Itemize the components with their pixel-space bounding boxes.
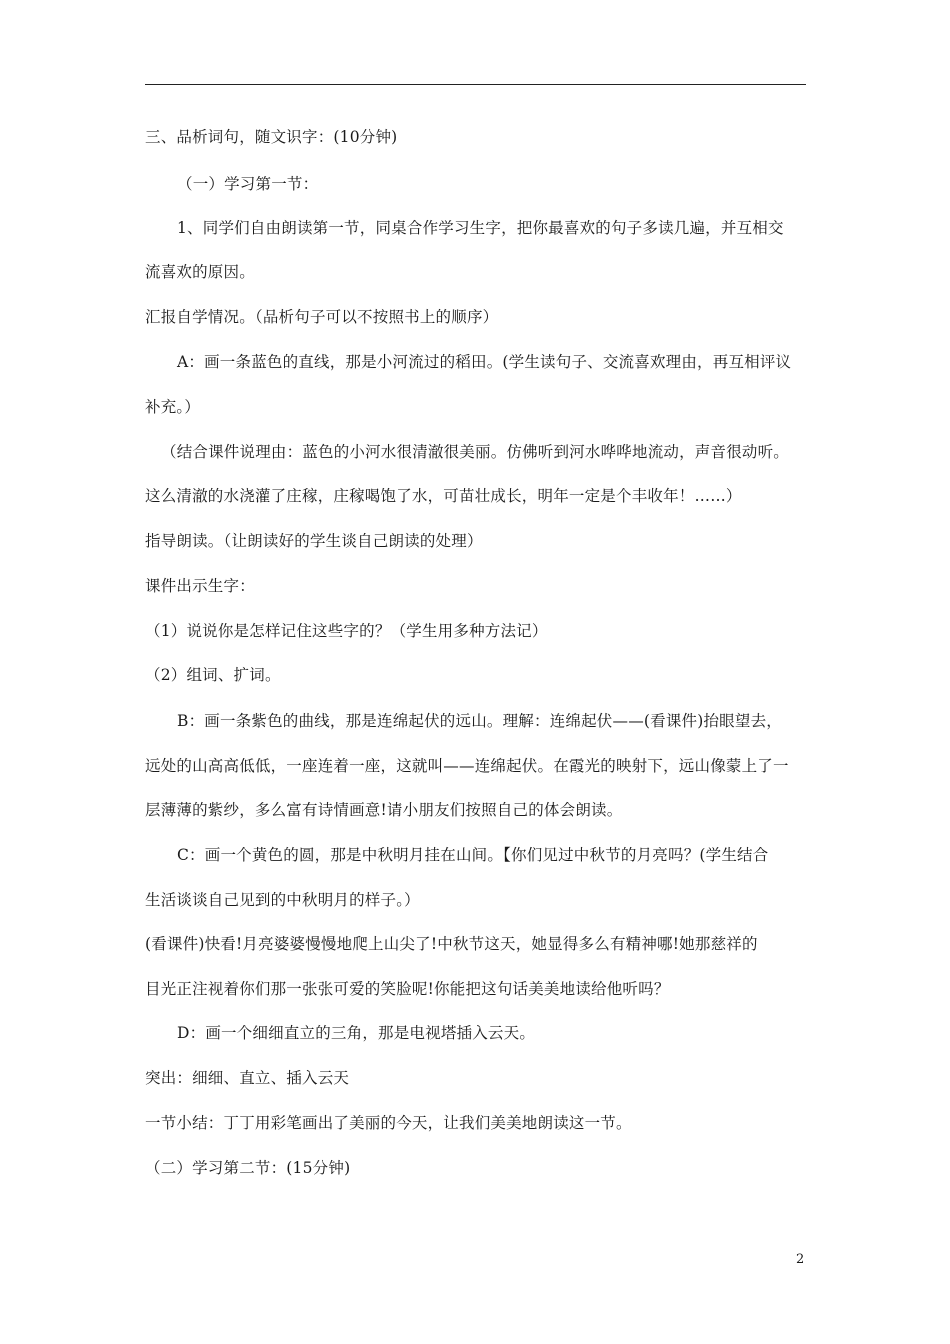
page-number: 2 xyxy=(796,1252,805,1267)
paragraph-line: 课件出示生字： xyxy=(145,577,255,595)
paragraph-line: 生活谈谈自己见到的中秋明月的样子。） xyxy=(145,891,420,909)
paragraph-line: 一节小结：丁丁用彩笔画出了美丽的今天，让我们美美地朗读这一节。 xyxy=(145,1114,632,1132)
paragraph-line: 这么清澈的水浇灌了庄稼，庄稼喝饱了水，可苗壮成长，明年一定是个丰收年！……） xyxy=(145,487,742,505)
paragraph-line: （1）说说你是怎样记住这些字的？（学生用多种方法记） xyxy=(145,622,548,640)
subsection-heading: （一）学习第一节： xyxy=(177,175,319,193)
paragraph-line: A：画一条蓝色的直线，那是小河流过的稻田。(学生读句子、交流喜欢理由，再互相评议 xyxy=(177,353,792,371)
header-rule xyxy=(145,84,806,85)
paragraph-line: 层薄薄的紫纱，多么富有诗情画意!请小朋友们按照自己的体会朗读。 xyxy=(145,801,623,819)
paragraph-line: 流喜欢的原因。 xyxy=(145,263,255,281)
paragraph-line: D：画一个细细直立的三角，那是电视塔插入云天。 xyxy=(177,1024,536,1042)
subsection-heading: （二）学习第二节：(15分钟) xyxy=(145,1159,351,1177)
paragraph-line: 指导朗读。（让朗读好的学生谈自己朗读的处理） xyxy=(145,532,483,550)
paragraph-line: （结合课件说理由：蓝色的小河水很清澈很美丽。仿佛听到河水哗哗地流动，声音很动听。 xyxy=(161,443,790,461)
paragraph-line: 突出：细细、直立、插入云天 xyxy=(145,1069,350,1087)
paragraph-line: 1、同学们自由朗读第一节，同桌合作学习生字，把你最喜欢的句子多读几遍，并互相交 xyxy=(177,219,784,237)
paragraph-line: （2）组词、扩词。 xyxy=(145,666,281,684)
paragraph-line: 远处的山高高低低，一座连着一座，这就叫——连绵起伏。在霞光的映射下，远山像蒙上了一 xyxy=(145,757,789,775)
paragraph-line: 汇报自学情况。（品析句子可以不按照书上的顺序） xyxy=(145,308,499,326)
paragraph-line: C：画一个黄色的圆，那是中秋明月挂在山间。【你们见过中秋节的月亮吗？(学生结合 xyxy=(177,846,769,864)
paragraph-line: (看课件)快看!月亮婆婆慢慢地爬上山尖了!中秋节这天，她显得多么有精神哪!她那慈祥的 xyxy=(145,935,758,953)
paragraph-line: 补充。） xyxy=(145,398,201,416)
paragraph-line: B：画一条紫色的曲线，那是连绵起伏的远山。理解：连绵起伏——(看课件)抬眼望去， xyxy=(177,712,782,730)
paragraph-line: 目光正注视着你们那一张张可爱的笑脸呢!你能把这句话美美地读给他听吗？ xyxy=(145,980,670,998)
section-heading: 三、品析词句，随文识字：(10分钟) xyxy=(145,128,398,146)
